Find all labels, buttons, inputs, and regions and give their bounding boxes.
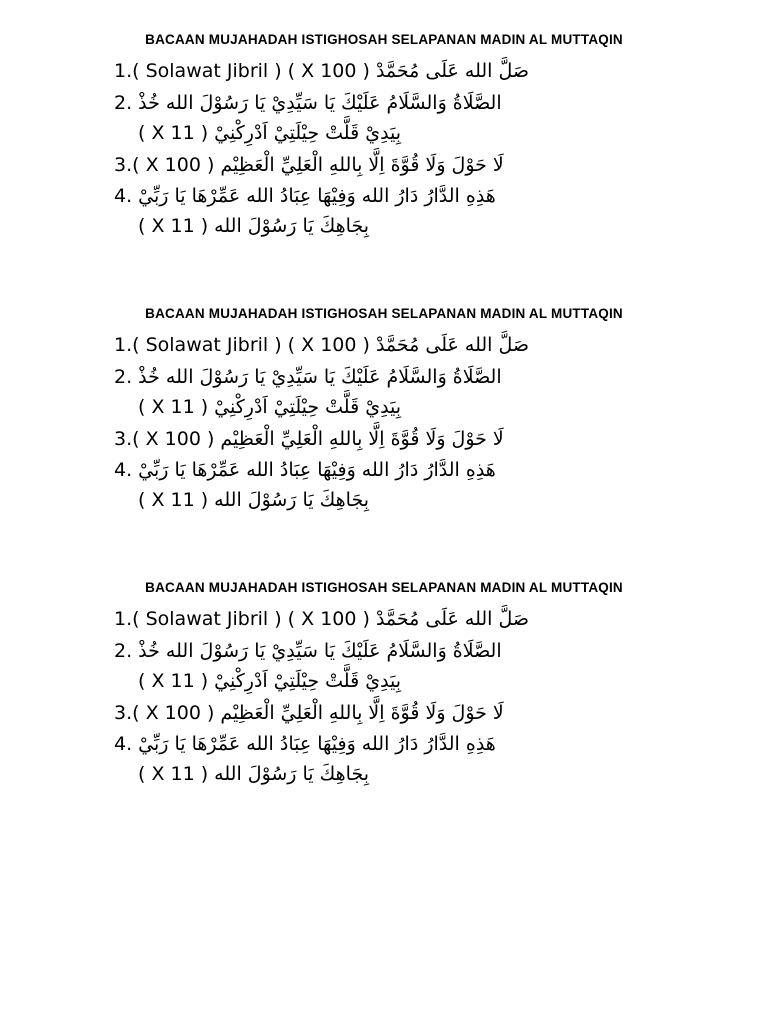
line-text: بِجَاهِكَ يَا رَسُوْلَ الله ( X 11 ) bbox=[138, 215, 370, 237]
line-number: 3. bbox=[114, 428, 133, 450]
prayer-block bbox=[0, 32, 768, 237]
block-title: BACAAN MUJAHADAH ISTIGHOSAH SELAPANAN MADIN AL MUTTAQIN bbox=[145, 580, 623, 595]
prayer-line-4 bbox=[114, 455, 496, 485]
line-text: الصَّلَاةُ وَالسَّلَامُ عَلَيْكَ يَا سَيِّدِيْ يَا رَسُوْلَ الله خُذْ bbox=[138, 92, 502, 114]
line-number: 2. bbox=[114, 640, 139, 662]
prayer-line-1 bbox=[114, 56, 529, 86]
prayer-line-2-cont bbox=[138, 118, 401, 148]
line-number: 4. bbox=[114, 185, 139, 207]
line-text: بِجَاهِكَ يَا رَسُوْلَ الله ( X 11 ) bbox=[138, 489, 370, 511]
line-text: لَا حَوْلَ وَلَا قُوَّةَ اِلَّا بِاللهِ الْعَلِيِّ الْعَظِيْم ( X 100 ) bbox=[132, 702, 504, 724]
prayer-line-4 bbox=[114, 729, 496, 759]
line-text: بِيَدِيْ قَلَّتْ حِيْلَتِيْ اَدْرِكْنِيْ ( X 11 ) bbox=[138, 670, 402, 692]
prayer-line-4-cont bbox=[138, 759, 369, 789]
prayer-line-4 bbox=[114, 181, 496, 211]
line-number: 4. bbox=[114, 459, 139, 481]
line-text: هَذِهِ الدَّارُ دَارُ الله وَفِيْهَا عِبَادُ الله عَمِّرْهَا يَا رَبِّيْ bbox=[138, 185, 496, 207]
line-number: 2. bbox=[114, 366, 139, 388]
prayer-block bbox=[0, 306, 768, 511]
prayer-line-2 bbox=[114, 362, 502, 392]
line-text: بِيَدِيْ قَلَّتْ حِيْلَتِيْ اَدْرِكْنِيْ ( X 11 ) bbox=[138, 122, 402, 144]
line-number: 3. bbox=[114, 702, 133, 724]
line-text: الصَّلَاةُ وَالسَّلَامُ عَلَيْكَ يَا سَيِّدِيْ يَا رَسُوْلَ الله خُذْ bbox=[138, 366, 502, 388]
prayer-line-3 bbox=[114, 424, 504, 454]
prayer-line-3 bbox=[114, 150, 504, 180]
line-text: الصَّلَاةُ وَالسَّلَامُ عَلَيْكَ يَا سَيِّدِيْ يَا رَسُوْلَ الله خُذْ bbox=[138, 640, 502, 662]
prayer-line-2 bbox=[114, 636, 502, 666]
prayer-line-2-cont bbox=[138, 666, 401, 696]
prayer-line-3 bbox=[114, 698, 504, 728]
prayer-line-1 bbox=[114, 604, 529, 634]
line-number: 1. bbox=[114, 334, 133, 356]
prayer-line-4-cont bbox=[138, 211, 369, 241]
line-text: هَذِهِ الدَّارُ دَارُ الله وَفِيْهَا عِبَادُ الله عَمِّرْهَا يَا رَبِّيْ bbox=[138, 733, 496, 755]
line-text: صَلَّ الله عَلَى مُحَمَّدْ ( X 100 ) ( Solawat Jibril ) bbox=[132, 608, 530, 630]
line-text: بِيَدِيْ قَلَّتْ حِيْلَتِيْ اَدْرِكْنِيْ ( X 11 ) bbox=[138, 396, 402, 418]
line-number: 4. bbox=[114, 733, 139, 755]
line-number: 3. bbox=[114, 154, 133, 176]
line-text: هَذِهِ الدَّارُ دَارُ الله وَفِيْهَا عِبَادُ الله عَمِّرْهَا يَا رَبِّيْ bbox=[138, 459, 496, 481]
line-text: لَا حَوْلَ وَلَا قُوَّةَ اِلَّا بِاللهِ الْعَلِيِّ الْعَظِيْم ( X 100 ) bbox=[132, 154, 504, 176]
block-title: BACAAN MUJAHADAH ISTIGHOSAH SELAPANAN MADIN AL MUTTAQIN bbox=[145, 306, 623, 321]
prayer-line-2-cont bbox=[138, 392, 401, 422]
line-text: بِجَاهِكَ يَا رَسُوْلَ الله ( X 11 ) bbox=[138, 763, 370, 785]
prayer-line-2 bbox=[114, 88, 502, 118]
prayer-line-1 bbox=[114, 330, 529, 360]
prayer-line-4-cont bbox=[138, 485, 369, 515]
line-text: صَلَّ الله عَلَى مُحَمَّدْ ( X 100 ) ( Solawat Jibril ) bbox=[132, 334, 530, 356]
line-text: لَا حَوْلَ وَلَا قُوَّةَ اِلَّا بِاللهِ الْعَلِيِّ الْعَظِيْم ( X 100 ) bbox=[132, 428, 504, 450]
line-number: 1. bbox=[114, 608, 133, 630]
block-title: BACAAN MUJAHADAH ISTIGHOSAH SELAPANAN MADIN AL MUTTAQIN bbox=[145, 32, 623, 47]
line-text: صَلَّ الله عَلَى مُحَمَّدْ ( X 100 ) ( Solawat Jibril ) bbox=[132, 60, 530, 82]
line-number: 1. bbox=[114, 60, 133, 82]
prayer-block bbox=[0, 580, 768, 785]
line-number: 2. bbox=[114, 92, 139, 114]
